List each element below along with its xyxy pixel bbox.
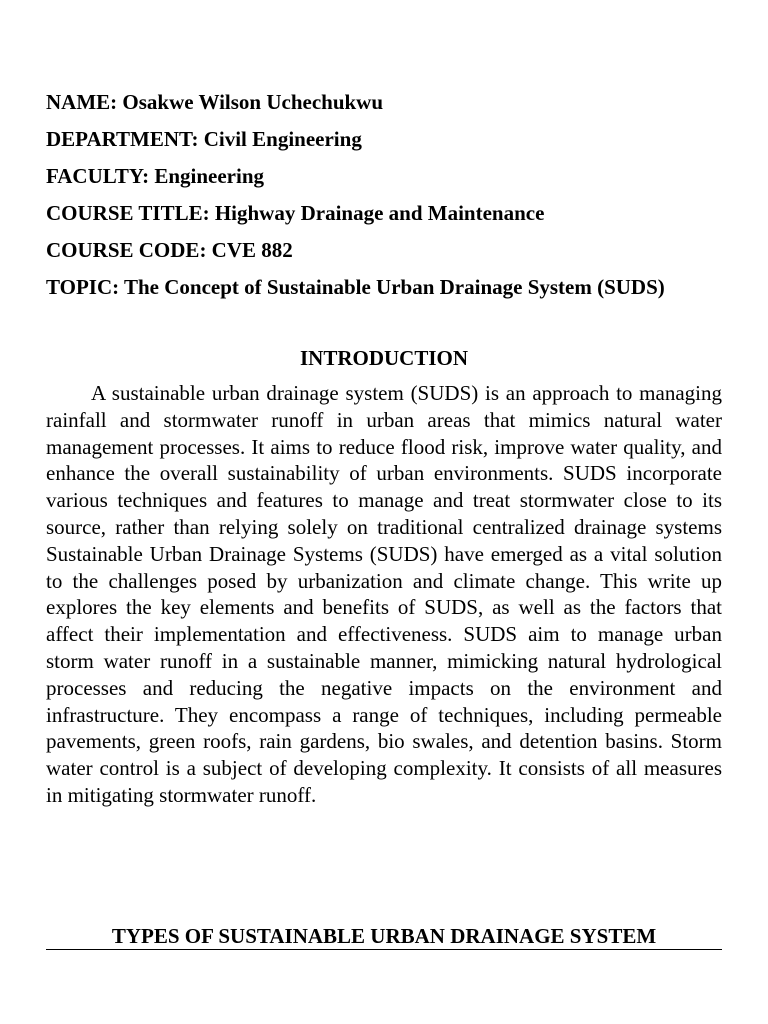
introduction-paragraph: A sustainable urban drainage system (SUDS) is an approach to managing rainfall and stormwater runoff in urban areas that mimics natural water management processes. It aims to reduce flood risk, improve water quality, and enhance the overall sustainability of urban environments. SUDS incorporate various techniques and features to manage and treat stormwater close to its source, rather than relying solely on traditional centralized drainage systems Sustainable Urban Drainage Systems (SUDS) have emerged as a vital solution to the challenges posed by urbanization and climate change. This write up explores the key elements and benefits of SUDS, as well as the factors that affect their implementation and effectiveness. SUDS aim to manage urban storm water runoff in a sustainable manner, mimicking natural hydrological processes and reducing the negative impacts on the environment and infrastructure. They encompass a range of techniques, including permeable pavements, green roofs, rain gardens, bio swales, and detention basins. Storm water control is a subject of developing complexity. It consists of all measures in mitigating stormwater runoff. — [46, 381, 722, 807]
types-section-heading: TYPES OF SUSTAINABLE URBAN DRAINAGE SYSTEM — [111, 924, 657, 948]
faculty: FACULTY: Engineering — [46, 164, 265, 188]
course-code: COURSE CODE: CVE 882 — [46, 238, 293, 262]
student-info-block — [46, 84, 736, 306]
course-title: COURSE TITLE: Highway Drainage and Maintenance — [46, 201, 545, 225]
introduction-heading: INTRODUCTION — [299, 346, 469, 370]
student-name: NAME: Osakwe Wilson Uchechukwu — [46, 90, 384, 114]
heading-underline-rule — [46, 949, 722, 950]
department: DEPARTMENT: Civil Engineering — [46, 127, 362, 151]
topic: TOPIC: The Concept of Sustainable Urban Drainage System (SUDS) — [46, 275, 665, 299]
